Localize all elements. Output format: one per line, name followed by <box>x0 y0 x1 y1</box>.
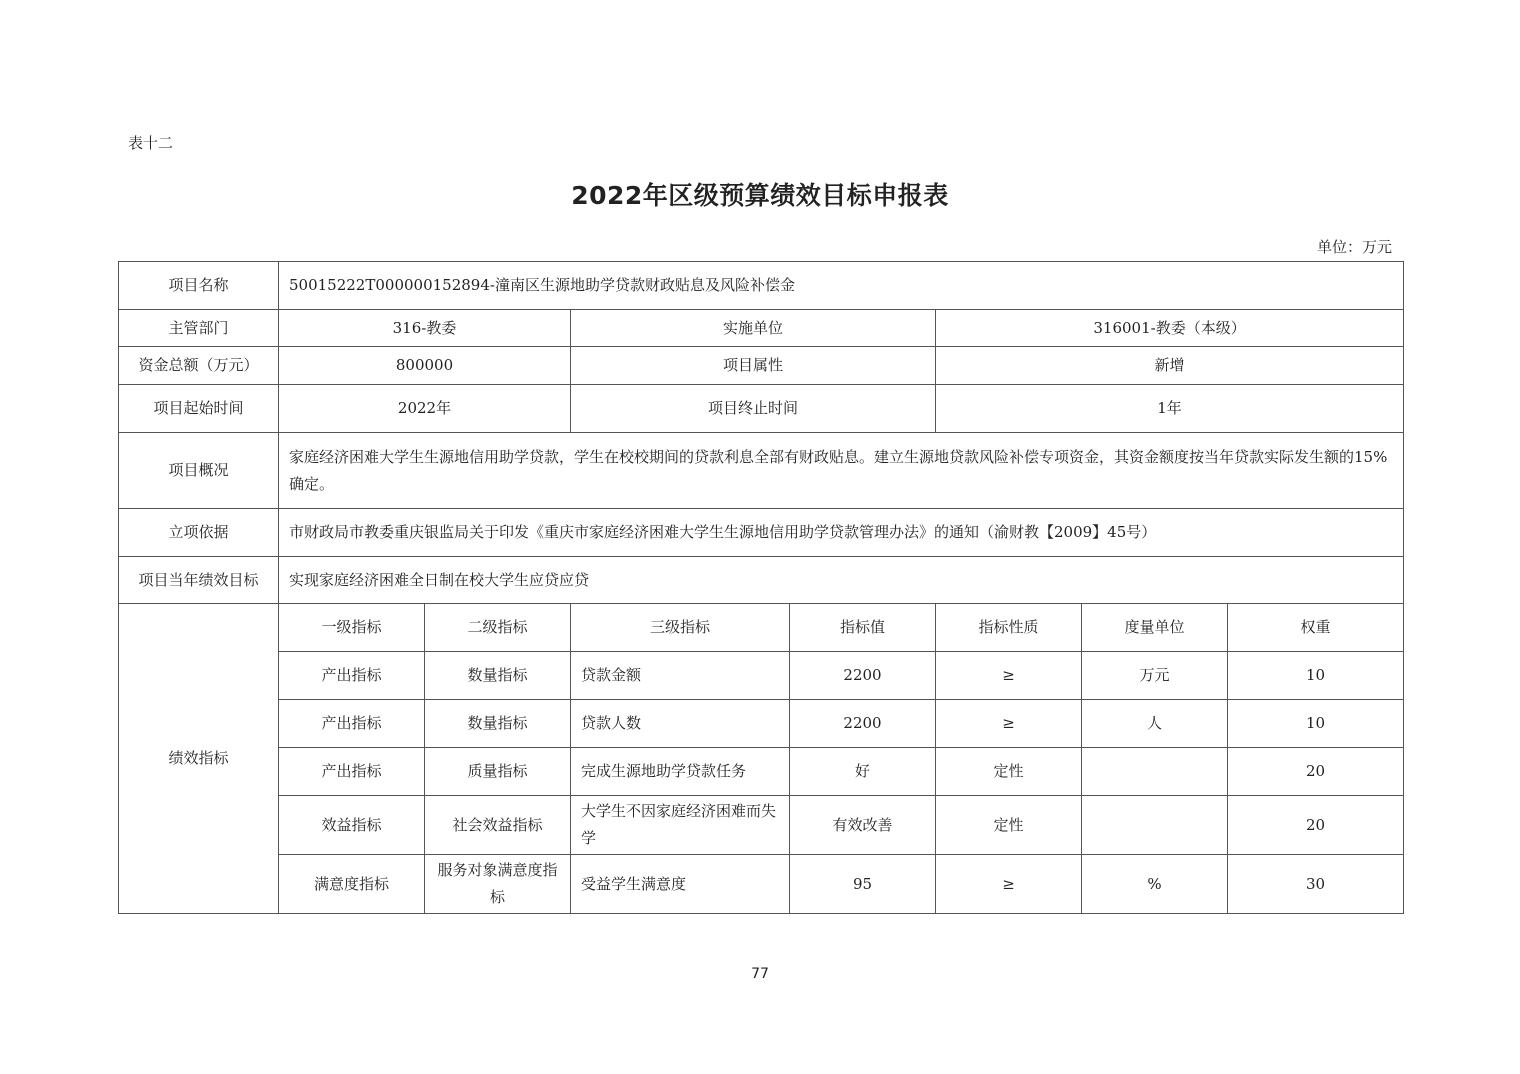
cell: % <box>1082 855 1228 914</box>
cell: 95 <box>790 855 936 914</box>
cell: 30 <box>1228 855 1404 914</box>
header-cell: 一级指标 <box>279 604 425 652</box>
cell-value: 家庭经济困难大学生生源地信用助学贷款，学生在校校期间的贷款利息全部有财政贴息。建立生源地贷款风险补偿专项资金，其资金额度按当年贷款实际发生额的15%确定。 <box>279 433 1404 509</box>
cell-value: 2022年 <box>279 385 571 433</box>
indicator-row <box>119 855 1404 914</box>
row-fund <box>119 347 1404 385</box>
cell: 贷款金额 <box>571 652 790 700</box>
cell-value: 50015222T000000152894-潼南区生源地助学贷款财政贴息及风险补偿金 <box>279 262 1404 310</box>
cell <box>1082 748 1228 796</box>
cell: 数量指标 <box>425 652 571 700</box>
cell: 有效改善 <box>790 796 936 855</box>
cell <box>1082 796 1228 855</box>
cell-label: 立项依据 <box>119 509 279 557</box>
cell: 10 <box>1228 652 1404 700</box>
indicator-header-row <box>119 604 1404 652</box>
cell: 产出指标 <box>279 748 425 796</box>
header-cell: 指标值 <box>790 604 936 652</box>
cell-value: 市财政局市教委重庆银监局关于印发《重庆市家庭经济困难大学生生源地信用助学贷款管理办法》的通知（渝财教【2009】45号） <box>279 509 1404 557</box>
cell: 服务对象满意度指标 <box>425 855 571 914</box>
indicator-row <box>119 700 1404 748</box>
page-title: 2022年区级预算绩效目标申报表 <box>571 181 949 210</box>
cell: 定性 <box>936 796 1082 855</box>
cell-label: 项目名称 <box>119 262 279 310</box>
cell: 2200 <box>790 652 936 700</box>
unit-label: 单位：万元 <box>1316 238 1392 256</box>
cell: 社会效益指标 <box>425 796 571 855</box>
cell: 20 <box>1228 748 1404 796</box>
row-time <box>119 385 1404 433</box>
cell: 大学生不因家庭经济困难而失学 <box>571 796 790 855</box>
cell: 贷款人数 <box>571 700 790 748</box>
cell-label: 项目概况 <box>119 433 279 509</box>
indicator-row <box>119 748 1404 796</box>
cell: 数量指标 <box>425 700 571 748</box>
cell-value: 实现家庭经济困难全日制在校大学生应贷应贷 <box>279 557 1404 604</box>
page-number: 77 <box>751 966 769 982</box>
cell: 受益学生满意度 <box>571 855 790 914</box>
cell: 10 <box>1228 700 1404 748</box>
row-goal <box>119 557 1404 604</box>
indicator-row <box>119 652 1404 700</box>
cell: 产出指标 <box>279 652 425 700</box>
cell-label: 实施单位 <box>571 310 936 347</box>
row-project-name <box>119 262 1404 310</box>
cell-value: 新增 <box>936 347 1404 385</box>
cell: 20 <box>1228 796 1404 855</box>
cell: 人 <box>1082 700 1228 748</box>
header-cell: 二级指标 <box>425 604 571 652</box>
header-cell: 权重 <box>1228 604 1404 652</box>
cell: ≥ <box>936 700 1082 748</box>
cell: ≥ <box>936 855 1082 914</box>
cell: 2200 <box>790 700 936 748</box>
row-basis <box>119 509 1404 557</box>
header-cell: 指标性质 <box>936 604 1082 652</box>
cell-label: 资金总额（万元） <box>119 347 279 385</box>
cell: 质量指标 <box>425 748 571 796</box>
header-cell: 三级指标 <box>571 604 790 652</box>
cell: 好 <box>790 748 936 796</box>
cell-label: 项目当年绩效目标 <box>119 557 279 604</box>
cell-value: 800000 <box>279 347 571 385</box>
cell: ≥ <box>936 652 1082 700</box>
cell-value: 316001-教委（本级） <box>936 310 1404 347</box>
cell-value: 1年 <box>936 385 1404 433</box>
row-overview <box>119 433 1404 509</box>
header-cell: 度量单位 <box>1082 604 1228 652</box>
indicator-section-label: 绩效指标 <box>119 604 279 914</box>
row-department <box>119 310 1404 347</box>
cell: 定性 <box>936 748 1082 796</box>
cell: 效益指标 <box>279 796 425 855</box>
cell: 完成生源地助学贷款任务 <box>571 748 790 796</box>
cell: 产出指标 <box>279 700 425 748</box>
cell-label: 项目起始时间 <box>119 385 279 433</box>
performance-target-table <box>118 261 1404 914</box>
cell-value: 316-教委 <box>279 310 571 347</box>
cell-label: 主管部门 <box>119 310 279 347</box>
table-number: 表十二 <box>128 134 174 152</box>
cell-label: 项目属性 <box>571 347 936 385</box>
cell: 万元 <box>1082 652 1228 700</box>
indicator-row <box>119 796 1404 855</box>
cell: 满意度指标 <box>279 855 425 914</box>
cell-label: 项目终止时间 <box>571 385 936 433</box>
